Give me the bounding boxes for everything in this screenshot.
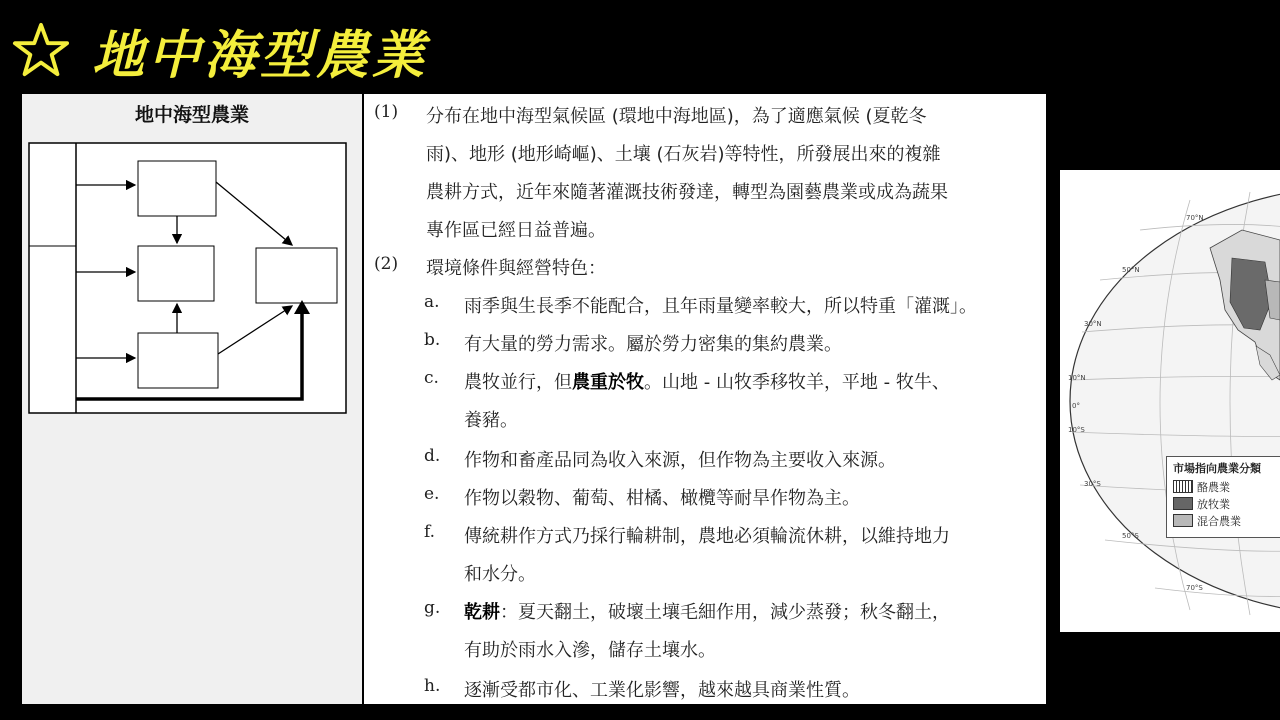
item-line: 農耕方式，近年來隨著灌溉技術發達，轉型為園藝農業或成為蔬果 [426, 182, 948, 203]
sub-text: 農牧並行，但 [464, 372, 572, 393]
sub-text: 。山地 - 山牧季移牧羊，平地 - 牧牛、 [644, 372, 950, 393]
diagram-panel [22, 94, 364, 704]
legend-swatch [1173, 497, 1193, 510]
latitude-label: 30°N [1084, 320, 1102, 328]
latitude-label: 10°N [1068, 374, 1086, 382]
flow-diagram [28, 142, 348, 416]
sub-text: 作物和畜產品同為收入來源，但作物為主要收入來源。 [464, 450, 896, 471]
world-map-panel [1060, 170, 1280, 632]
latitude-label: 50°N [1122, 266, 1140, 274]
sub-letter: g. [424, 598, 441, 618]
diagram-title: 地中海型農業 [134, 104, 249, 126]
sub-text: 養豬。 [464, 410, 518, 431]
legend-item [1173, 478, 1280, 495]
legend-label: 混合農業 [1197, 514, 1241, 528]
sub-letter: e. [424, 484, 440, 504]
item-line: 雨)、地形 (地形崎嶇)、土壤 (石灰岩)等特性，所發展出來的複雜 [426, 144, 941, 165]
document-sheet [22, 94, 1046, 704]
legend-label: 酪農業 [1197, 480, 1230, 494]
item-number: (1) [374, 102, 399, 122]
sub-letter: c. [424, 368, 439, 388]
legend-label: 放牧業 [1197, 497, 1230, 511]
sub-text: 有助於雨水入滲，儲存土壤水。 [464, 640, 716, 661]
title-text: 地中海型農業 [92, 24, 429, 86]
map-legend [1166, 456, 1280, 538]
sub-text: 傳統耕作方式乃採行輪耕制，農地必須輪流休耕，以維持地力 [464, 526, 950, 547]
latitude-label: 0° [1072, 402, 1080, 410]
sub-text: 逐漸受都市化、工業化影響，越來越具商業性質。 [464, 680, 860, 701]
legend-title: 市場指向農業分類 [1173, 462, 1261, 475]
sub-text: 有大量的勞力需求。屬於勞力密集的集約農業。 [464, 334, 842, 355]
legend-swatch [1173, 480, 1193, 493]
diagram-box [256, 248, 337, 303]
latitude-label: 30°S [1084, 480, 1101, 488]
star-icon [12, 21, 70, 79]
sub-text: ：夏天翻土，破壞土壤毛細作用，減少蒸發；秋冬翻土， [500, 602, 950, 623]
legend-item [1173, 512, 1280, 529]
sub-letter: d. [424, 446, 441, 466]
sub-bold: 農重於牧 [572, 372, 644, 393]
item-line: 專作區已經日益普遍。 [426, 220, 606, 241]
globe-map [1060, 170, 1280, 632]
item-number: (2) [374, 254, 399, 274]
item-line: 分布在地中海型氣候區 (環地中海地區)，為了適應氣候 (夏乾冬 [426, 106, 927, 127]
sub-text: 和水分。 [464, 564, 536, 585]
latitude-label: 70°N [1186, 214, 1204, 222]
sub-letter: b. [424, 330, 441, 350]
latitude-label: 50°S [1122, 532, 1139, 540]
item-line: 環境條件與經營特色： [426, 258, 606, 279]
legend-swatch [1173, 514, 1193, 527]
latitude-label: 70°S [1186, 584, 1203, 592]
diagram-box [138, 161, 216, 216]
sub-letter: h. [424, 676, 441, 696]
diagram-box [138, 333, 218, 388]
video-title [12, 10, 428, 90]
sub-bold: 乾耕 [464, 602, 500, 623]
legend-item [1173, 495, 1280, 512]
sub-letter: a. [424, 292, 440, 312]
sub-text: 雨季與生長季不能配合，且年雨量變率較大，所以特重「灌溉」。 [464, 296, 977, 317]
latitude-label: 10°S [1068, 426, 1085, 434]
sub-letter: f. [424, 522, 436, 542]
sub-text: 作物以穀物、葡萄、柑橘、橄欖等耐旱作物為主。 [464, 488, 860, 509]
diagram-box [138, 246, 214, 301]
